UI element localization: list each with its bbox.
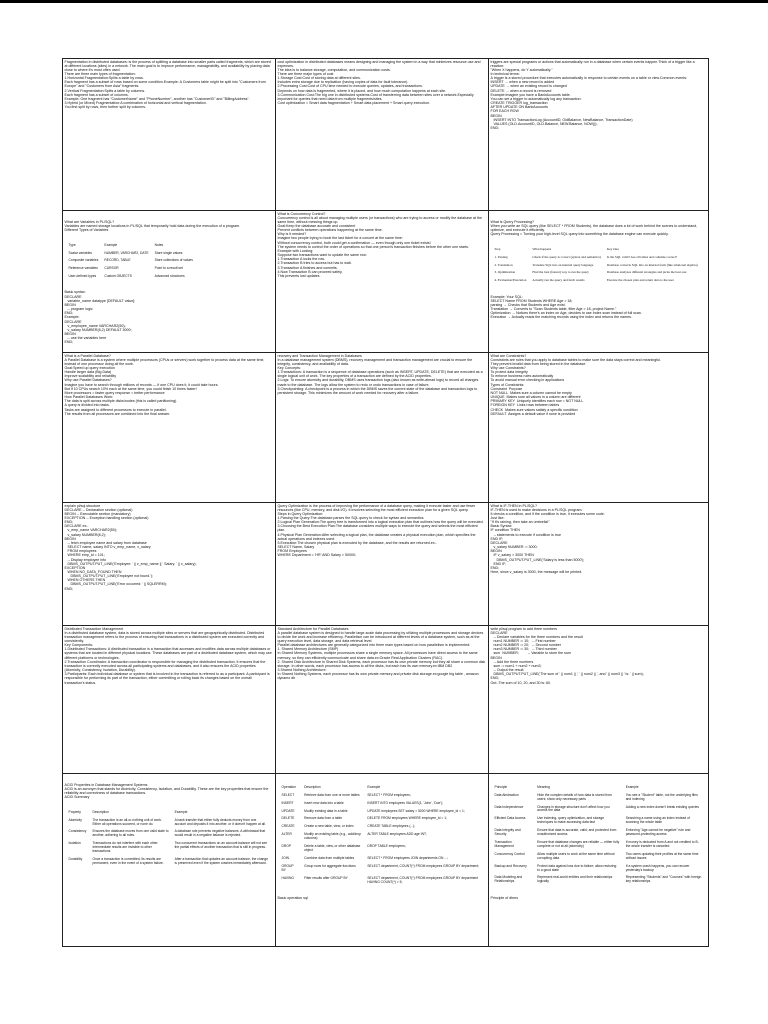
table-cell: Data Integrity and Security [494,828,522,837]
cell-query-processing [488,210,709,353]
table-cell: CREATE [281,824,295,829]
table-row [280,824,484,830]
table-row [280,856,484,862]
table-cell: 4. Evaluation/Execution [494,278,527,283]
cell-variables [62,210,276,353]
text-concurrency: What is Concurrency Control? Concurrency control is all about managing multiple users (or transactions) who are trying to access or modify the database at the same time, without messing things up. Goal:Keep the database accurate and consistent Prevent conflicts between operations happening at the same time. Why is it needed? Imagine two people trying to book the last ticket for a concert at the same time: Without concurrency control, both could get a confirmation — even though only one ticket exists! The system needs to control the order of operations so that one person's transaction finishes before the other one starts. Example with Locking: Suppose two transactions want to update the same row: 1.Transaction A locks the row. 2.Transaction B tries to access but has to wait. 3.Transaction A finishes and commits. 4.Now Transaction B can proceed safely. This prevents lost updates. [277,211,483,278]
table-cell: Is the SQL valid? Are all tables and columns correct? [606,254,678,259]
table-row [67,829,271,839]
table-row [67,258,195,264]
table-cell: 3. Optimization [494,270,516,275]
variables-table [65,241,197,283]
table-header-row [67,810,271,816]
text-plsql-structure: explain pl/sql structure DECLARE -- Declaration section (optional) BEGIN -- Executable section (mandatory) EXCEPTION -- Exception handling section (optional) END; DECLARE ex:- v_emp_name VARCHAR2(50); v_salary NUMBER(8,2); BEGIN -- fetch employee name and salary from database SELECT name, salary INTO v_emp_name, v_salary FROM employees WHERE emp_id = 101; -- Display employee info DBMS_OUTPUT.PUT_LINE('Employee: ' || v_emp_name || ' Salary: ' || v_salary); EXCEPTION WHEN NO_DATA_FOUND THEN DBMS_OUTPUT.PUT_LINE('Employee not found.'); WHEN OTHERS THEN DBMS_OUTPUT.PUT_LINE('Error occurred: ' || SQLERRM); END; [64,503,197,591]
cell-cost-optimization [275,58,489,211]
table-cell: After a transaction that updates an account balance, the change is preserved even if the system crashes immediately afterward. [174,857,269,865]
table-row [280,793,484,799]
table-cell: User-defined types [68,274,97,279]
table-header-cell: Principle [494,784,508,789]
table-row [493,875,704,885]
table-cell: Two users updating their profiles at the same time without issues [625,851,700,860]
table-row [280,832,484,842]
table-cell: Changes in storage structure don't affect how you access the data [537,804,611,813]
text-parallel-db: What is a Parallel Database? A Parallel Database is a system where multiple processors (CPUs or servers) work together to process data at the same time, instead of one processor doing all the work. Goal:Speed up query execution Handle larger data (Big Data) Improve scalability and reliability Why use Parallel Databases? Imagine you have to search through millions of records — if one CPU does it, it could take hours. But if 10 CPUs search 10% each at the same time, you could finish 10 times faster! More processors = faster query response = better performance How Parallel Databases Work: The data is split across multiple disks/nodes (this is called partitioning). A query is divided into tasks. Tasks are assigned to different processors to execute in parallel. The results from all processors are combined into the final answer. [64,353,265,416]
table-header-cell: What happens [532,246,552,251]
table-row [67,841,271,855]
cell-concurrency [275,210,489,353]
table-cell: SELECT department, COUNT(*) FROM employees GROUP BY department; [367,863,479,868]
cell-if-then [488,502,709,626]
table-cell: Custom OBJECTS [104,274,132,279]
text-fragmentation: Fragmentation in distributed databases: is the process of splitting a database into smaller parts called fragments, which are stored at different locations (sites) in a network. The main goal is to improve performance, manageability, and availability by placing data close to where it's most often used. There are three main types of fragmentation: 1.Horizontal Fragmentation:Splits a table by rows. Each fragment has a subset of rows based on some condition.Example: A Customers table might be split into "Customers from Europe" and "Customers from Asia" fragments. 2.Vertical Fragmentation:Splits a table by columns. Each fragment has a subset of columns. Example: One fragment has "CustomerName" and "PhoneNumber", another has "CustomerID" and "BillingAddress". 3.Hybrid (or Mixed) Fragmentation:A combination of horizontal and vertical fragmentation. You first split by rows, then further split by columns. [64,59,271,110]
table-row [67,818,271,828]
table-cell: Consistency [68,829,87,834]
table-cell: Check if the query is correct (syntax and semantics) [532,254,601,259]
table-cell: Filter results after GROUP BY [304,875,348,880]
table-cell: JOIN [281,855,290,860]
table-header-cell: Type [68,242,76,247]
cell-dbms-principles [488,773,709,947]
table-cell: Backup and Recovery [494,863,527,868]
text-if-then: What is IF-THEN in PL/SQL? IF-THEN is used to make decisions in a PL/SQL program. It checks a condition, and if the condition is true, it executes some code. Just like: "If it's raining, then take an umbrella!" Basic Syntax: IF condition THEN -- statements to execute if condition is true END IF; DECLARE v_salary NUMBER := 3000; BEGIN IF v_salary > 3000 THEN DBMS_OUTPUT.PUT_LINE('Salary is less than 5000'); END IF; END; Here, since v_salary is 3000, the message will be printed. [490,503,605,574]
text-acid-intro: ACID Properties in Database Management Systems ACID is an acronym that stands for Atomicity, Consistency, Isolation, and Durability. These are the key properties that ensure the reliability and correctness of database transactions. ACID Summary [64,782,269,800]
cell-acid [62,773,276,947]
table-row [67,857,271,867]
table-cell: Database converts SQL into an internal form (like relational algebra) [606,262,698,267]
table-cell: SELECT * FROM employees JOIN departments ON ...; [367,855,448,860]
table-cell: Transactions do not interfere with each other. Intermediate results are invisible to other transactions. [92,841,160,854]
table-cell: CREATE TABLE employees (...); [367,824,416,829]
table-cell: Transaction Management [494,839,514,848]
table-cell: Translate SQL into an internal query language [532,262,594,267]
table-cell: Ensures the database moves from one valid state to another, adhering to all rules. [92,829,170,838]
table-row [280,801,484,807]
table-row [493,840,704,850]
table-cell: If a system crash happens, you can recover yesterday's backup [625,863,691,872]
table-cell: ALTER TABLE employees ADD age INT; [367,832,427,837]
text-standard-architecture: Standard Architecture for Parallel Databases A parallel database system is designed to handle large-scale data processing by utilizing multiple processors and storage devices to divide the work and increase efficiency. Parallelism can be introduced at different levels of a database system, such as at the query execution level, data storage, and data retrieval level. Parallel database architectures are generally categorized into three main types based on how parallelism is implemented: 1. Shared Memory Architecture (SMP) In Shared Memory Systems, multiple processors share a single memory space. All processors have direct access to the same memory, so they can efficiently communicate and share data.ex:Oracle Real Application Clusters (RAC). 2. Shared Disk Architecture In Shared Disk Systems, each processor has its own private memory but they all share a common disk storage. In other words, each processor has access to all the disks, but each has its own memory.ex:IBM DB2 3.Shared Nothing Architecture: In Shared Nothing Systems, each processor has its own private memory and private disk storage.ex:google big table , amazon dynamo db [277,626,486,681]
text-distributed-txn: Distributed Transaction Management In a distributed database system, data is stored across multiple sites or servers that are geographically distributed. Distributed transaction management refers to the process of ensuring that transactions in a distributed system are executed correctly and consistently. Key Components: 1.Distributed Transactions: A distributed transaction is a transaction that accesses and modifies data across multiple databases or systems that are located in different physical locations. These databases are part of a distributed database system, which may use different platforms or technologies. 2.Transaction Coordinator: A transaction coordinator is responsible for managing the distributed transaction. It ensures that the transaction is correctly executed across all participating systems and databases, and it also ensures the ACID properties (Atomicity, Consistency, Isolation, Durability). 3.Participants: Each individual database or system that is involved in the transaction is referred to as a participant. A participant is responsible for performing its part of the transaction, either committing or rolling back its changes based on the overall transaction's status. [64,626,272,685]
text-variables-intro: What are Variables in PL/SQL? Variables are named storage locations in PL/SQL that temporarily hold data during the execution of a program. Different Types of Variables [64,219,241,233]
query-steps-table [491,245,702,287]
table-cell: UPDATE [281,808,295,813]
table-cell: DELETE [281,816,295,821]
cheat-sheet-grid [62,58,708,946]
table-cell: Isolation [68,841,81,846]
table-row [493,852,704,862]
table-row [493,255,700,261]
table-cell: RECORD, TABLE [104,258,131,263]
table-cell: Concurrency Control [494,851,525,856]
cell-query-optimization [275,502,489,626]
top-black-bar [0,0,768,3]
table-cell: Data Independence [494,804,524,809]
table-cell: Modify an existing table (e.g., add/drop columns) [304,832,362,841]
table-cell: Representing "Students" and "Courses" with foreign key relationships [625,875,703,884]
table-cell: If money is deducted from A and not credited to B, the whole transfer is canceled [625,839,700,848]
table-row [493,816,704,826]
cell-sql-operations [275,773,489,947]
table-cell: SELECT * FROM employees; [367,792,411,797]
table-cell: Efficient Data Access [494,816,526,821]
table-cell: Advanced structures [154,274,185,279]
table-cell: A database rule prevents negative balances. A withdrawal that would result in a negative balance is rejected. [174,829,267,838]
text-query-example: Example: Your SQL: SELECT Name FROM Students WHERE Age > 18; parsing → Checks that Students and Age exist. Translation → Converts to "Scan Students table, filter Age > 18, project Name." Optimization → Notices there's an index on Age, decides to use Index scan instead of full scan. Execution → Actually reads the matching records using the index and returns the names. [490,294,642,320]
table-cell: 2. Translation [494,262,513,267]
table-cell: Database analyzes different strategies and picks the best one [606,270,687,275]
table-cell: INSERT INTO employees VALUES(1, 'John', 'Doe'); [367,800,443,805]
table-cell: ALTER [281,832,292,837]
table-cell: GROUP BY [281,863,295,872]
table-cell: Allow multiple users to work at the same time without corrupting data [537,851,616,860]
text-recovery: recovery and Transaction Management in Databases In a database management system (DBMS), recovery management and transaction management are crucial to ensure the integrity, consistency, and availability of data. Key Concepts: 1.Transactions: A transaction is a sequence of database operations (such as INSERT, UPDATE, DELETE) that are executed as a single logical unit of work. The key properties of a transaction are defined by the ACID properties. 2.Logs: To ensure atomicity and durability, DBMS uses transaction logs (also known as write-ahead logs) to record all changes made to the database. The logs allow the system to redo or undo transactions in case of failure. 3.Checkpointing: A checkpoint is a process in which the DBMS saves the current state of the database and transaction logs to persistent storage. This minimizes the amount of work needed for recovery after a failure. [277,353,483,395]
table-row [280,809,484,815]
table-cell: Protect data against loss due to failure; allow restoring to a good state [537,863,618,872]
table-cell: Ensure that database changes are reliable — either fully complete or not at all (atomicity) [537,839,621,848]
table-header-cell: Meaning [537,784,550,789]
table-row [280,876,484,886]
table-row [280,816,484,822]
table-header-row [67,243,195,249]
table-cell: Two concurrent transactions on an account balance will not see the partial effects of another transaction that is still in progress. [174,841,269,850]
table-header-cell: Example [367,784,381,789]
sql-operations-table [278,783,486,888]
dbms-principles-table [491,783,706,887]
text-triggers: triggers are special programs or actions that automatically run in a database when certain events happen.Think of a trigger like a reaction: "When X happens, do Y automatically." In technical terms: A trigger is a stored procedure that executes automatically in response to certain events on a table or view.Common events: INSERT → when a new record is added UPDATE → when an existing record is changed DELETE → when a record is removed Example:Imagine you have a BankAccounts table. You can set a trigger to automatically log any transaction: CREATE TRIGGER log_transaction AFTER UPDATE ON BankAccounts FOR EACH ROW BEGIN INSERT INTO TransactionLog (AccountID, OldBalance, NewBalance, TransactionDate) VALUES (OLD.AccountID, OLD.Balance, NEW.Balance, NOW()); END; [490,59,695,130]
table-cell: DROP TABLE employees; [367,844,406,849]
table-cell: Once a transaction is committed, its results are permanent, even in the event of a system failure. [92,857,164,865]
table-cell: Composite variables [68,258,99,263]
table-cell: Store collections of values [154,258,193,263]
table-cell: Represent real-world entities and their relationships logically [537,875,614,884]
table-header-cell: Example [174,809,188,814]
table-cell: CURSOR [104,266,119,271]
table-row [493,805,704,815]
table-cell: Combine data from multiple tables [304,855,355,860]
table-cell: Searching a name using an index instead of scanning the whole table [625,816,691,825]
table-cell: Find the best (fastest) way to run the query [532,270,589,275]
table-cell: Adding a new index doesn't break existing queries [625,804,699,809]
table-cell: DELETE FROM employees WHERE employee_id = 1; [367,816,447,821]
cell-recovery [275,352,489,503]
cell-standard-architecture [275,625,489,774]
table-cell: Retrieve data from one or more tables [304,792,360,797]
table-cell: SELECT department, COUNT(*) FROM employees GROUP BY department HAVING COUNT(*) > 5; [367,875,479,884]
table-cell: SELECT [281,792,295,797]
cell-plsql-structure [62,502,276,626]
table-header-cell: Step [494,246,501,251]
table-cell: 1. Parsing [494,254,508,259]
table-header-cell: Description [92,809,109,814]
table-header-cell: Notes [154,242,164,247]
cell-parallel-db [62,352,276,503]
table-cell: HAVING [281,875,294,880]
table-header-cell: Example [104,242,118,247]
table-cell: Delete a table, view, or other database object [304,844,362,852]
table-header-row [280,785,484,791]
table-cell: Hide the complex details of how data is stored from users; show only necessary parts [537,792,613,801]
cell-constraints [488,352,709,503]
text-constraints: What are Constraints? Constraints are rules that you apply to database tables to make sure the data stays correct and meaningful. They prevent invalid data from being stored in the database. Why use Constraints? To protect data integrity To enforce business rules automatically To avoid manual error checking in applications Types of Constraints: Constraint Purpose NOT NULL Makes sure a column cannot be empty UNIQUE Makes sure all values in a column are different PRIMARY KEY Uniquely identifies each row = NOT NULL FOREIGN KEY Links rows between tables CHECK Makes sure values satisfy a specific condition DEFAULT Assigns a default value if none is provided [490,353,662,416]
table-header-row [493,247,700,253]
text-variables-syntax: Basic syntax: DECLARE variable_name datatype [DEFAULT value]; BEGIN -- program logic END; Example: DECLARE v_employee_name VARCHAR2(50); v_salary NUMBER(8,2) DEFAULT 5000; BEGIN -- use the variables here END; [64,290,136,345]
table-row [67,266,195,272]
table-row [493,793,704,803]
table-cell: Enforcing "Age cannot be negative" rule and password-protecting access [625,828,692,837]
table-cell: Point to a result set [154,266,183,271]
table-header-cell: Property [68,809,81,814]
table-cell: Execute the chosen plan and return data to the user [606,278,674,283]
table-cell: Remove data from a table [304,816,343,821]
table-cell: You see a "Student" table, not the underlying files and indexing [625,792,699,801]
table-cell: DROP [281,844,292,849]
table-header-row [493,785,704,791]
table-cell: Create a new table, view, or index [304,824,354,829]
table-cell: UPDATE employees SET salary = 5000 WHERE employee_id = 1; [367,808,465,813]
cell-triggers [488,58,709,211]
table-cell: Data Abstraction [494,792,519,797]
text-basic-sql: Basic operation sql [277,895,308,900]
table-cell: A bank transfer that either fully deducts money from one account and deposits it into another, or it doesn't happen at all. [174,817,266,826]
table-row [67,274,195,280]
table-cell: Actually run the query and fetch results [532,278,585,283]
text-principles-dbms: Principle of dbms [490,895,519,900]
table-row [493,263,700,269]
cell-three-numbers [488,625,709,774]
table-cell: Scalar variables [68,250,92,255]
table-cell: Data Modeling and Relationships [494,875,524,884]
cell-distributed-txn [62,625,276,774]
table-cell: Modify existing data in a table [304,808,348,813]
table-cell: Insert new data into a table [304,800,344,805]
table-cell: Use indexing, query optimization, and storage techniques to make accessing data fast [537,816,605,825]
table-cell: Durability [68,857,83,861]
table-row [493,278,700,284]
table-cell: Reference variables [68,266,98,271]
table-row [493,270,700,276]
table-row [493,864,704,874]
cell-fragmentation [62,58,276,211]
text-three-numbers: write pl/sql program to add three numbers DECLARE -- Declare variables for the three numbers and the result num1 NUMBER := 10; -- First number num2 NUMBER := 20; -- Second number num3 NUMBER := 30; -- Third number sum NUMBER; -- Variable to store the sum BEGIN -- Add the three numbers sum := num1 + num2 + num3; -- Output the result DBMS_OUTPUT.PUT_LINE('The sum of ' || num1 || ', ' || num2 || ', and ' || num3 || ' is: ' || sum); END; Out:-The sum of 10, 20, and 30 is: 60. [490,626,644,685]
table-header-cell: Description [304,784,321,789]
table-header-cell: Operation [281,784,296,789]
acid-table [65,808,273,869]
table-row [67,251,195,257]
table-row [493,828,704,838]
table-header-cell: Example [625,784,639,789]
text-query-intro: What is Query Processing? When you write an SQL query (like SELECT * FROM Students), the database does a lot of work behind the scenes to understand, optimize, and execute it efficiently. Query Processing = Turning your high-level SQL query into something the database engine can execute quickly. [490,219,698,237]
table-row [280,864,484,874]
table-cell: INSERT [281,800,294,805]
table-header-cell: Key idea [606,246,619,251]
text-cost-optimization: cost optimization in distributed databases means designing and managing the system in a way that minimizes resource use and expenses. The idea is to balance storage, computation, and communication costs. There are three major types of cost 1.Storage Cost:Cost of storing data at different sites. Includes extra storage due to replication (having copies of data for fault tolerance). 2.Processing Cost:Cost of CPU time needed to execute queries, updates, and transactions. Depends on how data is fragmented, where it is placed, and how much computation happens at each site. 3.Communication Cost:The big one in distributed systems.Cost of transferring data between sites over a network.Especially important for queries that need data from multiple fragments/sites. Cost optimization = Smart data fragmentation + Smart data placement + Smart query execution. [277,59,481,106]
table-cell: Atomicity [68,817,82,822]
text-query-optimization: Query Optimization is the process of improving the performance of a database query, making it execute faster and use fewer resources (like CPU, memory, and disk I/O). It involves selecting the most efficient execution plan for a given SQL query. Steps in Query Optimization: 1.Parsing the Query:The database parses the SQL query to check for syntax and semantics. 2.Logical Plan Generation:The query tree is transformed into a logical execution plan that outlines how the query will be executed. 3.Choosing the Best Execution Plan:The database considers multiple ways to execute the query and selects the most efficient plan. 4.Physical Plan Generation:After selecting a logical plan, the database creates a physical execution plan, which specifies the actual operations and indexes used. 5.Execution:The chosen physical plan is executed by the database, and the results are returned.ex:- SELECT Name, Salary FROM Employees WHERE Department = 'HR' AND Salary > 50000; [277,503,484,558]
table-cell: Ensure that data is accurate, valid, and protected from unauthorized access [537,828,618,837]
table-cell: Store single values [154,250,183,255]
table-row [280,844,484,854]
table-cell: The transaction is an all-or-nothing unit of work. Either all operations succeed, or none do. [92,817,163,826]
table-cell: Group rows for aggregate functions [304,863,356,868]
table-cell: NUMBER, VARCHAR2, DATE [104,250,149,255]
